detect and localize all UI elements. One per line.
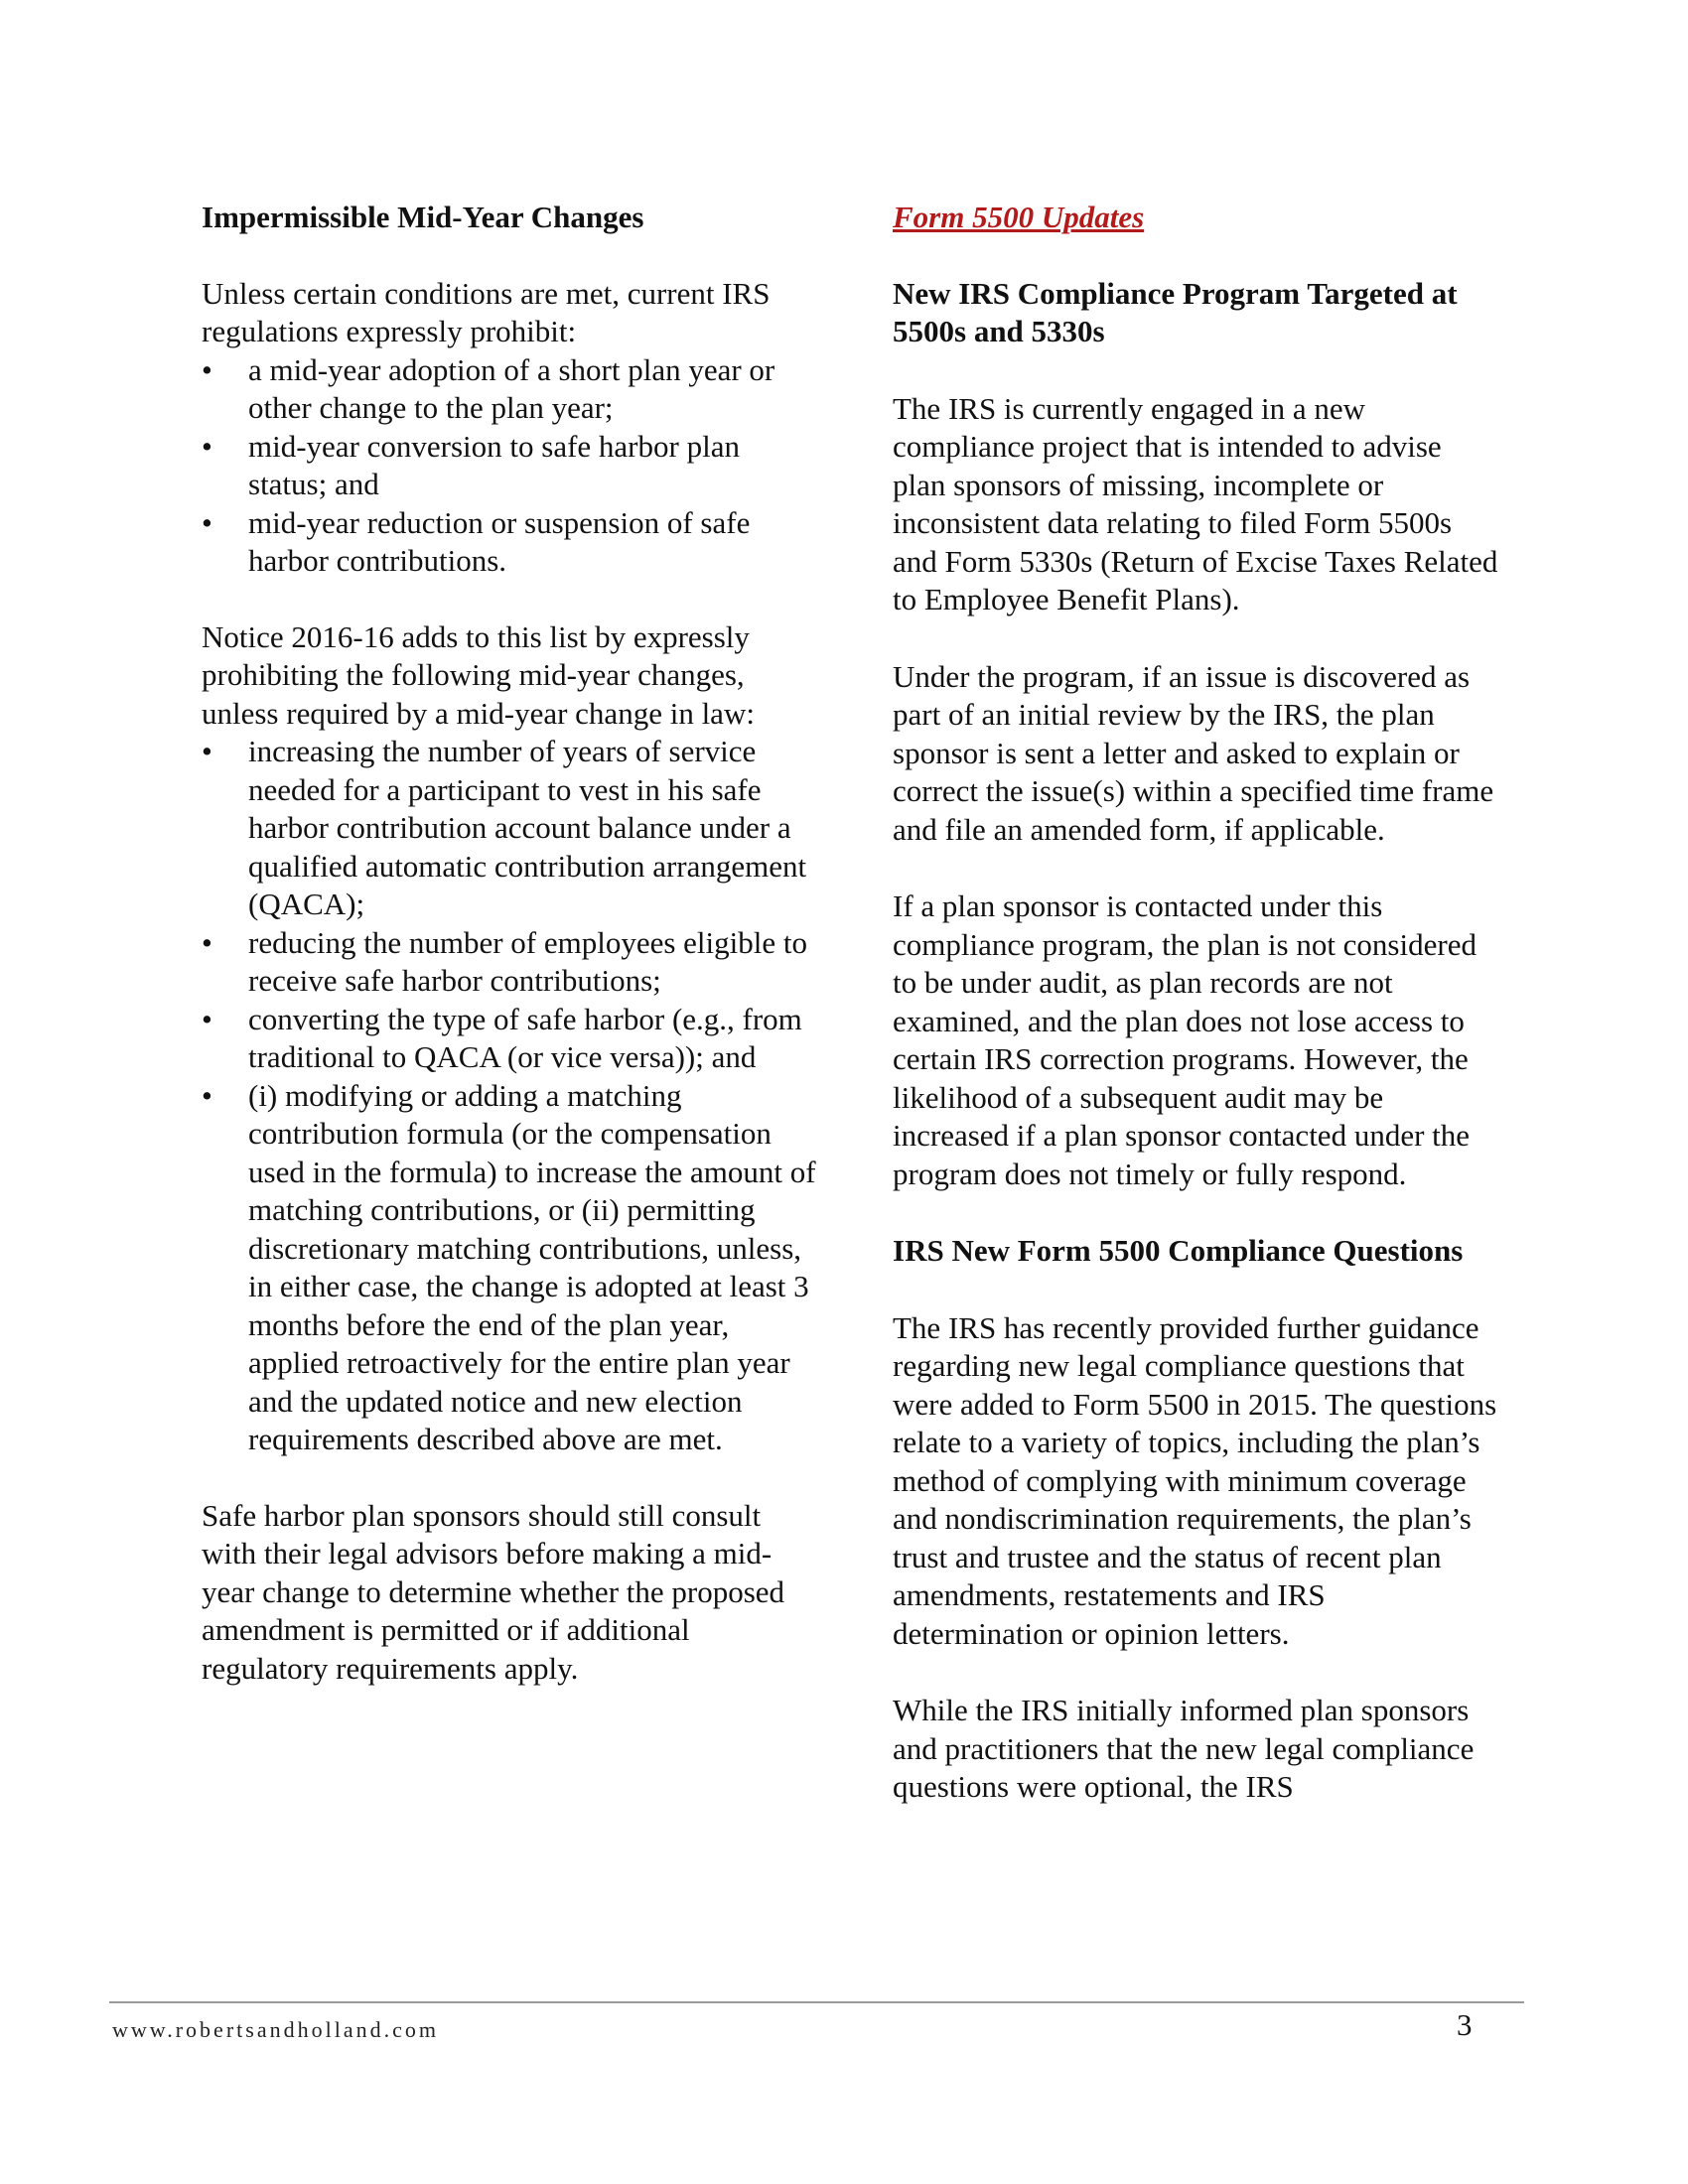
list-item: • converting the type of safe harbor (e.g., from traditional to QACA (or vice versa)); and	[202, 1001, 817, 1077]
paragraph-compliance-project: The IRS is currently engaged in a new compliance project that is intended to advise plan sponsors of missing, incomplete or inconsistent data relating to filed Form 5500s and Form 5330s (Return of Excise Taxes Related to Employee Benefit Plans).	[893, 390, 1498, 616]
notice-paragraph: Notice 2016-16 adds to this list by expressly prohibiting the following mid-year changes, unless required by a mid-year change in law:	[202, 618, 755, 731]
page-number: 3	[1457, 2007, 1473, 2042]
list-item: • (i) modifying or adding a matching contribution formula (or the compensation used in the formula) to increase the amount of matching contributions, or (ii) permitting discretionary matching contributions, unless, in either case, the change is adopted at least 3 months before the end of the plan year, applied retroactively for the entire plan year and the updated notice and new election requirements described above are met.	[202, 1077, 817, 1459]
right-column	[893, 199, 1498, 1807]
notice-changes-list	[202, 733, 817, 1459]
paragraph-not-under-audit: If a plan sponsor is contacted under this compliance program, the plan is not considered to be under audit, as plan records are not examined, and the plan does not lose access to certain IRS correction programs. However, the likelihood of a subsequent audit may be increased if a plan sponsor contacted under the program does not timely or fully respond.	[893, 888, 1477, 1191]
section-heading-impermissible-changes: Impermissible Mid-Year Changes	[202, 200, 644, 234]
paragraph-further-guidance: The IRS has recently provided further guidance regarding new legal compliance questions that were added to Form 5500 in 2015. The questions relate to a variety of topics, including the plan’s method of complying with minimum coverage and nondiscrimination requirements, the plan’s trust and trustee and the status of recent plan amendments, restatements and IRS determination or opinion letters.	[893, 1309, 1497, 1651]
list-item: • mid-year reduction or suspension of safe harbor contributions.	[202, 504, 817, 581]
list-item: • increasing the number of years of service needed for a participant to vest in his safe harbor contribution account balance under a qualified automatic contribution arrangement (QACA);	[202, 733, 817, 924]
section-title-form-5500-updates: Form 5500 Updates	[893, 200, 1145, 234]
heading-compliance-questions: IRS New Form 5500 Compliance Questions	[893, 1233, 1464, 1268]
list-item: • mid-year conversion to safe harbor plan status; and	[202, 428, 817, 504]
footer-divider	[109, 2001, 1524, 2003]
footer-website-url: www.robertsandholland.com	[112, 2017, 439, 2042]
prohibited-changes-list	[202, 351, 817, 581]
paragraph-program-issues: Under the program, if an issue is discovered as part of an initial review by the IRS, the plan sponsor is sent a letter and asked to explain or correct the issue(s) within a specified time frame and file an amended form, if applicable.	[893, 658, 1494, 847]
paragraph-optional-questions: While the IRS initially informed plan sponsors and practitioners that the new legal compliance questions were optional, the IRS	[893, 1693, 1475, 1804]
list-item: • a mid-year adoption of a short plan year or other change to the plan year;	[202, 351, 817, 428]
closing-paragraph: Safe harbor plan sponsors should still consult with their legal advisors before making a mid-year change to determine whether the proposed amendment is permitted or if additional regulatory requirements apply.	[202, 1497, 785, 1686]
heading-new-irs-compliance-program: New IRS Compliance Program Targeted at 5500s and 5330s	[893, 275, 1458, 348]
intro-paragraph: Unless certain conditions are met, current IRS regulations expressly prohibit:	[202, 275, 771, 348]
list-item: • reducing the number of employees eligible to receive safe harbor contributions;	[202, 924, 817, 1001]
left-column	[202, 199, 817, 1688]
